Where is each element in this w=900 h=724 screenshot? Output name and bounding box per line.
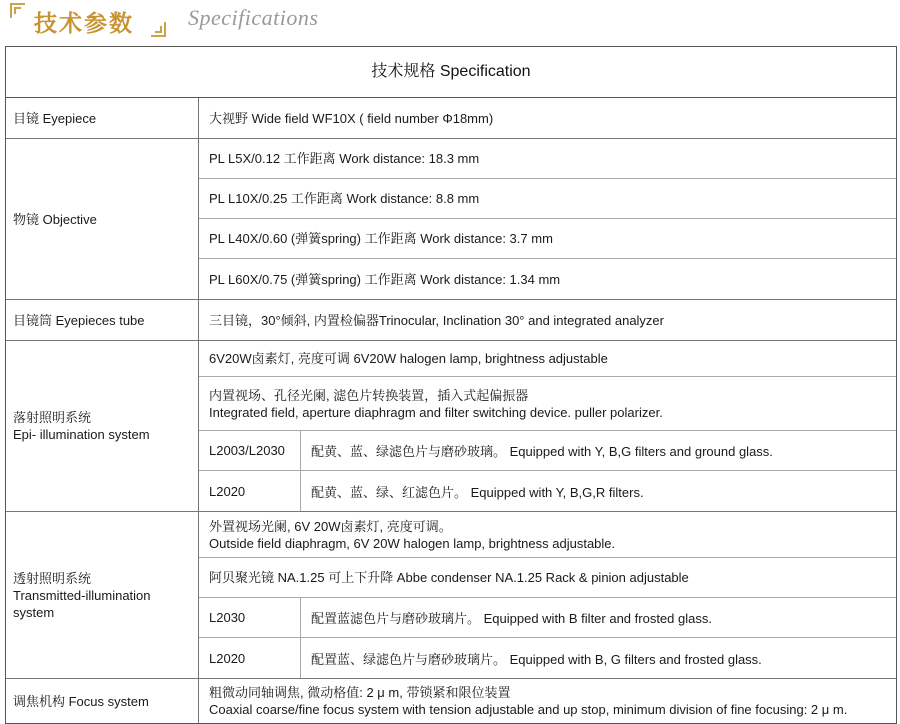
row-value bbox=[199, 512, 896, 558]
section-header bbox=[0, 0, 900, 40]
table-row-focus-system bbox=[6, 679, 896, 723]
row-label: 目镜 Eyepiece bbox=[6, 98, 199, 138]
row-label-en: system bbox=[13, 604, 55, 620]
row-value bbox=[199, 377, 896, 431]
table-row-objective bbox=[6, 139, 896, 300]
title-frame bbox=[10, 3, 166, 37]
row-value-en: Integrated field, aperture diaphragm and filter switching device. puller polarizer. bbox=[209, 404, 663, 420]
row-label: 调焦机构 Focus system bbox=[6, 679, 199, 723]
row-label: 目镜筒 Eyepieces tube bbox=[6, 300, 199, 340]
row-value: PL L40X/0.60 (弹簧spring) 工作距离 Work distance: 3.7 mm bbox=[199, 219, 896, 259]
table-row-epi-illumination bbox=[6, 341, 896, 512]
row-value-cn: 外置视场光阑, 6V 20W卤素灯, 亮度可调。 bbox=[209, 518, 452, 534]
row-label-en: Transmitted-illumination bbox=[13, 587, 151, 603]
sub-row bbox=[199, 638, 896, 678]
row-value: 三目镜，30°倾斜, 内置检偏器Trinocular, Inclination 30° and integrated analyzer bbox=[209, 312, 664, 328]
row-value: 大视野 Wide field WF10X ( field number Φ18mm) bbox=[209, 110, 494, 126]
row-label-en: Epi- illumination system bbox=[13, 427, 150, 442]
row-value: PL L60X/0.75 (弹簧spring) 工作距离 Work distance: 1.34 mm bbox=[209, 271, 561, 287]
model-code: L2020 bbox=[199, 471, 301, 511]
sub-row bbox=[199, 471, 896, 511]
row-value: 阿贝聚光镜 NA.1.25 可上下升降 Abbe condenser NA.1.25 Rack & pinion adjustable bbox=[199, 558, 896, 598]
model-code: L2003/L2030 bbox=[199, 431, 301, 470]
chinese-title: 技术参数 bbox=[34, 11, 134, 37]
model-desc: 配置蓝、绿滤色片与磨砂玻璃片。 Equipped with B, G filters and frosted glass. bbox=[311, 651, 762, 667]
row-value: PL L10X/0.25 工作距离 Work distance: 8.8 mm bbox=[199, 179, 896, 219]
row-label bbox=[6, 341, 199, 511]
corner-ornament-icon bbox=[14, 7, 21, 14]
row-value-cn: 粗微动同轴调焦, 微动格值: 2 μ m, 带锁紧和限位装置 bbox=[209, 685, 511, 700]
model-code: L2020 bbox=[199, 638, 301, 678]
row-value: PL L5X/0.12 工作距离 Work distance: 18.3 mm bbox=[199, 139, 896, 179]
row-value-en: Coaxial coarse/fine focus system with tension adjustable and up stop, minimum division of fine focusing: 2 μ m. bbox=[209, 702, 848, 717]
model-desc: 配黄、蓝、绿滤色片与磨砂玻璃。 Equipped with Y, B,G filters and ground glass. bbox=[311, 444, 773, 459]
model-desc: 配置蓝滤色片与磨砂玻璃片。 Equipped with B filter and frosted glass. bbox=[311, 611, 712, 626]
model-code: L2030 bbox=[199, 598, 301, 637]
row-label: 物镜 Objective bbox=[6, 139, 199, 299]
row-value bbox=[199, 679, 896, 723]
spec-table bbox=[5, 46, 897, 724]
english-title: Specifications bbox=[188, 5, 319, 30]
table-row-eyepieces-tube bbox=[6, 300, 896, 341]
row-value: 6V20W卤素灯, 亮度可调 6V20W halogen lamp, brightness adjustable bbox=[199, 341, 896, 377]
row-label bbox=[6, 512, 199, 678]
table-row-eyepiece bbox=[6, 98, 896, 139]
sub-row bbox=[199, 431, 896, 471]
corner-ornament-icon bbox=[155, 26, 162, 33]
table-row-transmitted-illumination bbox=[6, 512, 896, 679]
row-value-cn: 内置视场、孔径光阑, 滤色片转换装置，插入式起偏振器 bbox=[209, 387, 529, 403]
row-label-cn: 透射照明系统 bbox=[13, 570, 92, 586]
model-desc: 配黄、蓝、绿、红滤色片。 Equipped with Y, B,G,R filters. bbox=[311, 484, 644, 500]
table-caption: 技术规格 Specification bbox=[6, 47, 896, 98]
row-value-en: Outside field diaphragm, 6V 20W halogen lamp, brightness adjustable. bbox=[209, 535, 616, 551]
row-label-cn: 落射照明系统 bbox=[13, 410, 92, 425]
sub-row bbox=[199, 598, 896, 638]
